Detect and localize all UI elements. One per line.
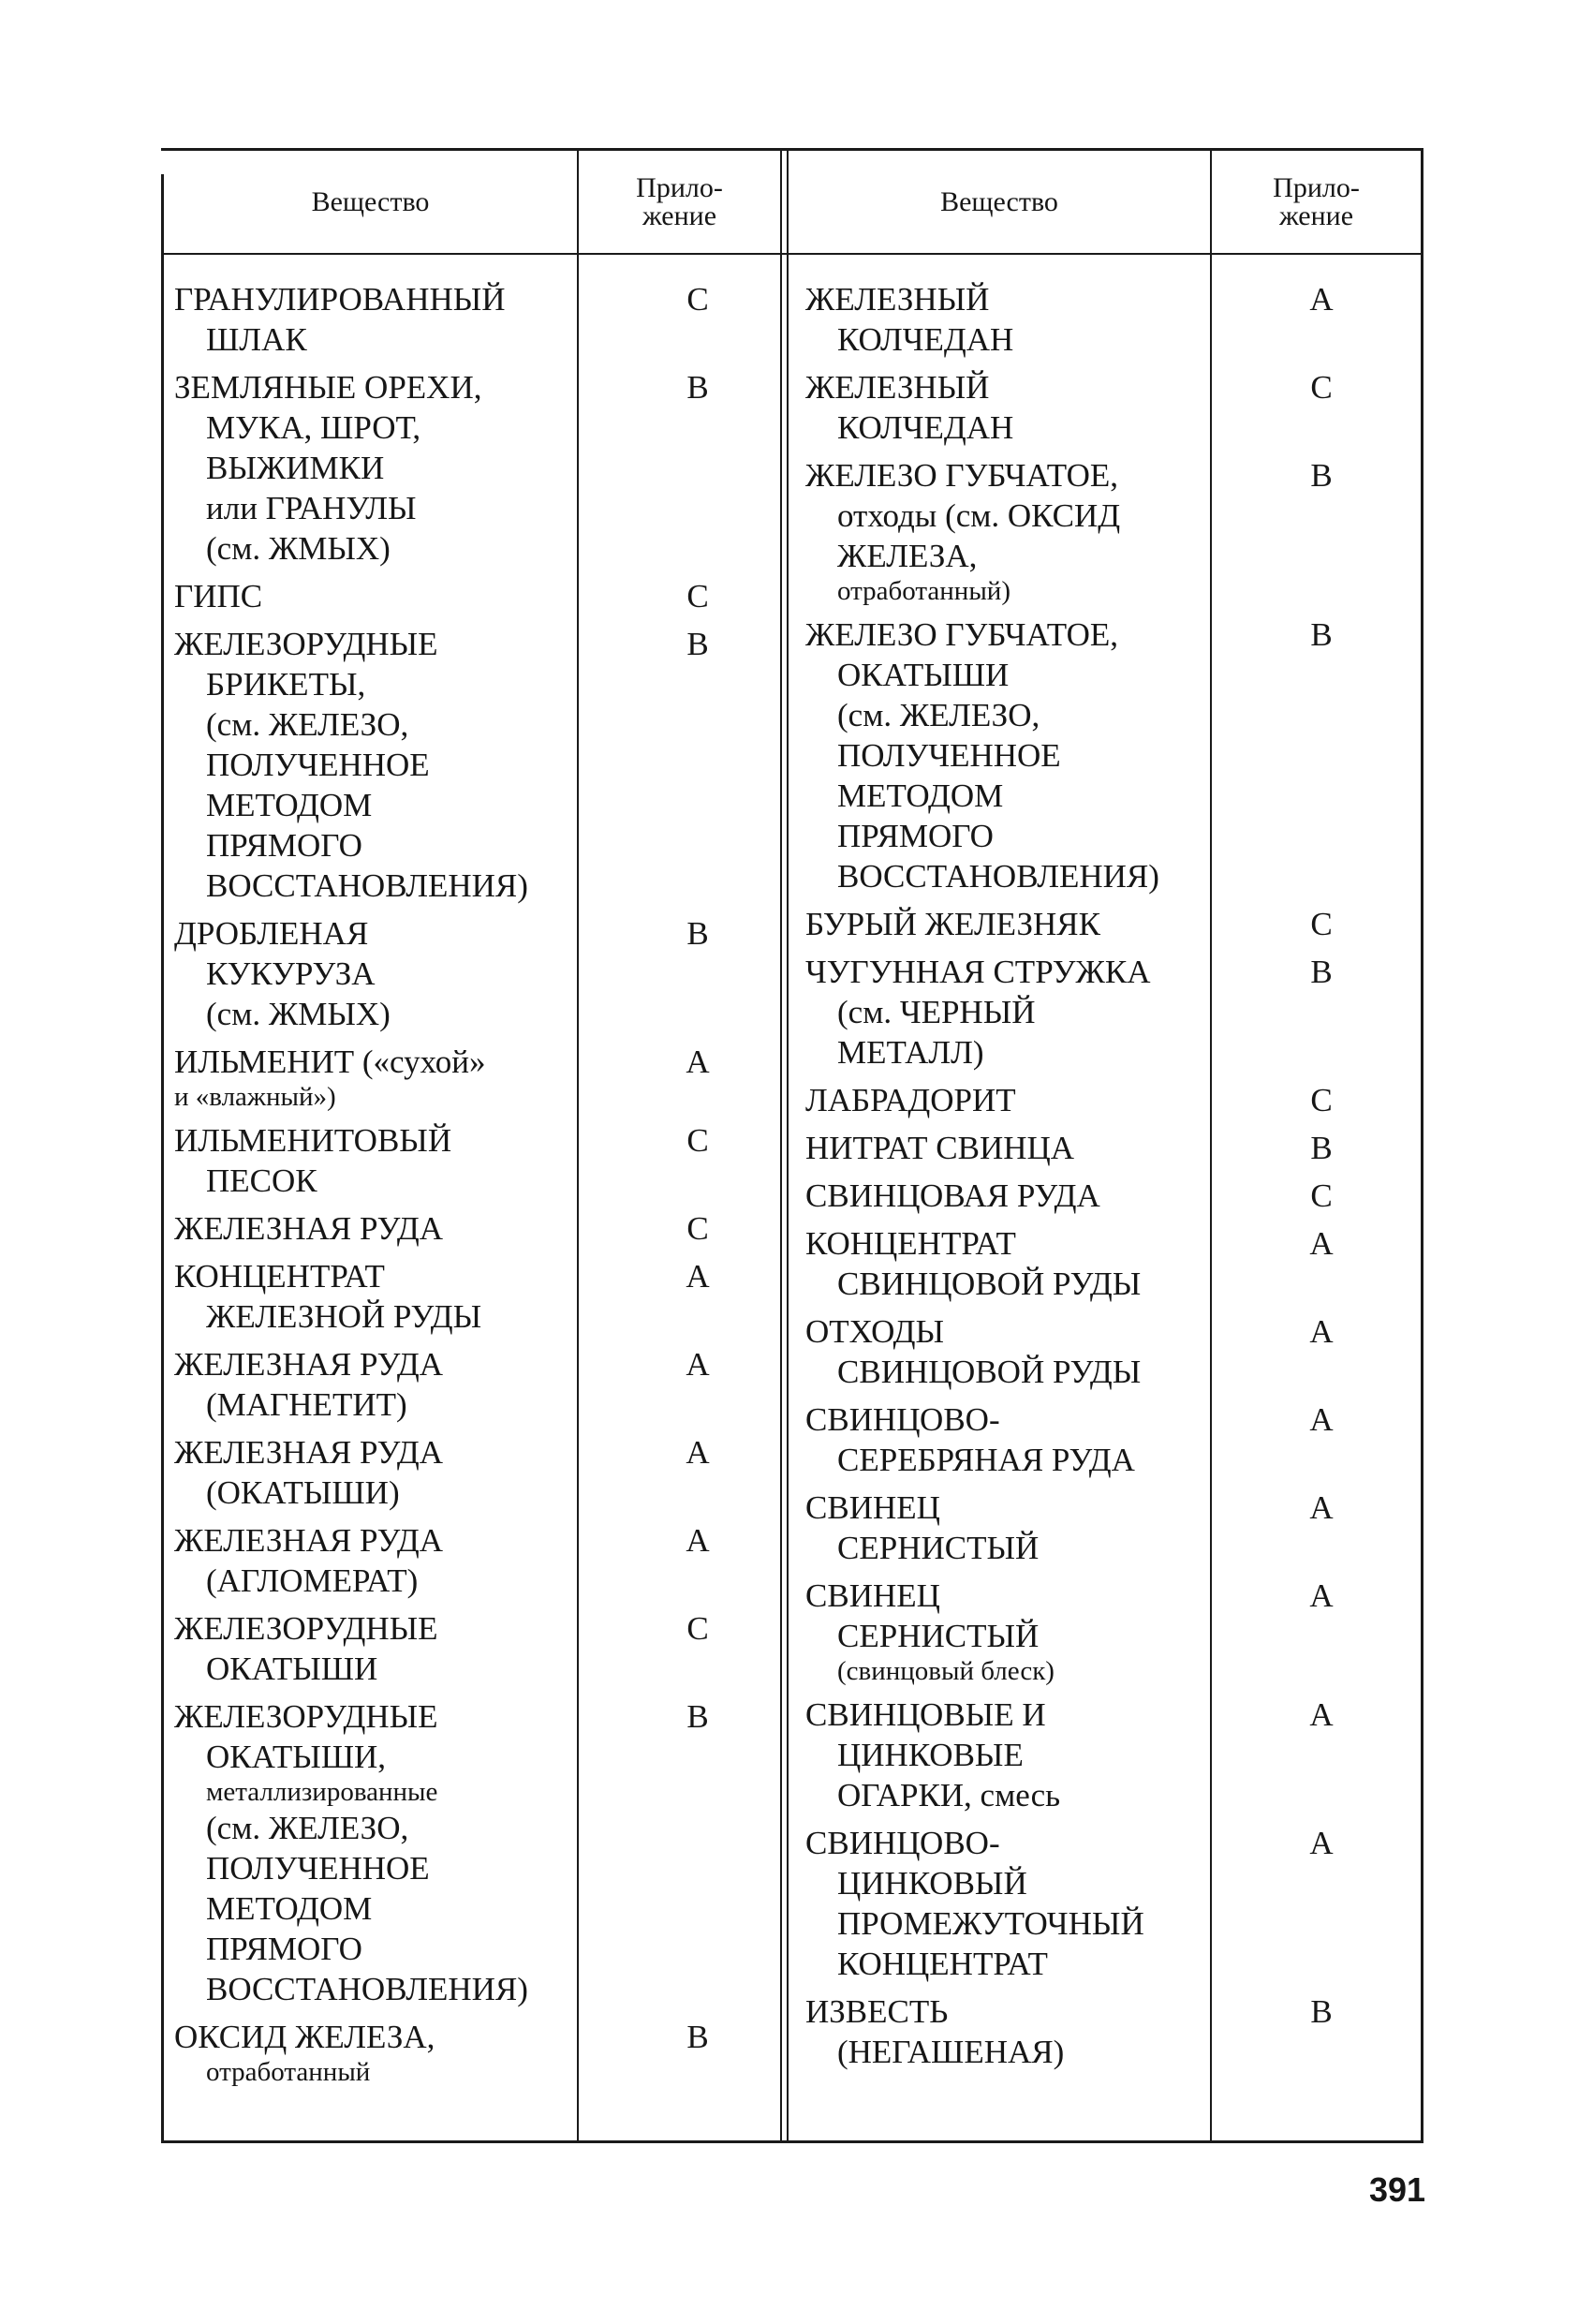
- header-appendix-left: [579, 155, 780, 249]
- substance-name-line: ЖЕЛЕЗНАЯ РУДА: [174, 1522, 443, 1559]
- substance-name-line: СЕРНИСТЫЙ: [837, 1618, 1040, 1654]
- substance-name-line: металлизированные: [206, 1777, 438, 1807]
- substance-name-line: и «влажный»): [174, 1082, 336, 1112]
- substance-name: [174, 2017, 573, 2088]
- table-row: [805, 1823, 1334, 1984]
- table-row: [805, 1576, 1334, 1687]
- appendix-code: А: [1309, 1577, 1334, 1614]
- appendix-code: В: [686, 369, 709, 406]
- substance-name-line: ЦИНКОВЫЙ: [837, 1865, 1027, 1902]
- substance-name-line: ПРЯМОГО: [837, 818, 994, 854]
- table-row: [174, 367, 709, 569]
- substance-name-line: (ОКАТЫШИ): [206, 1474, 400, 1511]
- substance-name-line: ЖЕЛЕЗНОЙ РУДЫ: [206, 1298, 482, 1335]
- substance-name-line: ГИПС: [174, 578, 263, 614]
- substance-name-line: КОЛЧЕДАН: [837, 409, 1014, 446]
- table-border-left: [161, 174, 164, 2143]
- appendix-code: А: [1309, 281, 1334, 318]
- substance-name-line: КОНЦЕНТРАТ: [805, 1225, 1016, 1262]
- substance-name-line: ОКАТЫШИ: [206, 1650, 378, 1687]
- substance-name-line: СЕРЕБРЯНАЯ РУДА: [837, 1442, 1135, 1478]
- substance-name-line: СВИНЦОВОЙ РУДЫ: [837, 1266, 1142, 1302]
- appendix-code: С: [686, 1210, 709, 1247]
- table-row: [174, 1608, 709, 1689]
- appendix-code: С: [686, 1610, 709, 1647]
- substance-name-line: ВОССТАНОВЛЕНИЯ): [206, 867, 528, 904]
- substance-name-line: ЖЕЛЕЗНЫЙ: [805, 281, 990, 318]
- substance-name-line: ЖЕЛЕЗОРУДНЫЕ: [174, 1610, 438, 1647]
- substance-name: [174, 1344, 573, 1425]
- appendix-code: В: [1310, 1993, 1333, 2030]
- substance-name: [805, 367, 1206, 448]
- substance-name-line: (МАГНЕТИТ): [206, 1386, 407, 1423]
- table-row: [174, 1344, 710, 1425]
- table-row: [805, 1399, 1334, 1480]
- table-row: [174, 2017, 709, 2088]
- substance-name-line: (см. ЖМЫХ): [206, 530, 391, 567]
- table-row: [174, 913, 709, 1034]
- substance-name-line: (см. ЖЕЛЕЗО,: [206, 1810, 409, 1846]
- table-row: [805, 1991, 1333, 2072]
- right-substance-list: [805, 279, 1334, 2080]
- table-row: [805, 1488, 1334, 1568]
- table-row: [174, 1696, 709, 2009]
- table-row: [174, 1520, 710, 1601]
- substance-name-line: ЖЕЛЕЗНАЯ РУДА: [174, 1346, 443, 1383]
- header-appendix-right: [1212, 155, 1421, 249]
- substance-name-line: (см. ЖЕЛЕЗО,: [837, 697, 1040, 733]
- substance-name: [805, 1128, 1206, 1168]
- substance-name-line: ДРОБЛЕНАЯ: [174, 915, 369, 952]
- substance-name-line: ПРОМЕЖУТОЧНЫЙ: [837, 1905, 1144, 1942]
- substance-name-line: ЗЕМЛЯНЫЕ ОРЕХИ,: [174, 369, 482, 406]
- substance-name-line: БРИКЕТЫ,: [206, 666, 366, 703]
- substance-name: [805, 1576, 1206, 1687]
- substance-name-line: ИЗВЕСТЬ: [805, 1993, 949, 2030]
- substance-name-line: ОКАТЫШИ: [837, 657, 1010, 693]
- table-row: [174, 279, 709, 360]
- substance-name-line: ВЫЖИМКИ: [206, 450, 385, 486]
- appendix-code: А: [1309, 1489, 1334, 1526]
- appendix-code: В: [1310, 457, 1333, 494]
- header-appendix-line: жение: [642, 200, 717, 231]
- table-border-right: [1421, 148, 1423, 2143]
- substance-name: [805, 1399, 1206, 1480]
- substance-name-line: ЖЕЛЕЗНЫЙ: [805, 369, 990, 406]
- substance-name-line: ПЕСОК: [206, 1162, 317, 1199]
- substance-name-line: (см. ЧЕРНЫЙ: [837, 994, 1036, 1030]
- substance-name-line: ОТХОДЫ: [805, 1313, 945, 1350]
- table-row: [174, 1120, 709, 1201]
- substance-name-line: ЖЕЛЕЗО ГУБЧАТОЕ,: [805, 616, 1119, 653]
- substance-name: [805, 455, 1206, 607]
- appendix-code: В: [1310, 616, 1333, 653]
- substance-name-line: (НЕГАШЕНАЯ): [837, 2034, 1065, 2070]
- table-row: [805, 1695, 1334, 1815]
- substance-name: [174, 1608, 573, 1689]
- table-row: [805, 455, 1333, 607]
- substance-name-line: ОГАРКИ, смесь: [837, 1777, 1061, 1813]
- substance-name-line: СВИНЦОВЫЕ И: [805, 1696, 1046, 1733]
- double-column-divider: [787, 148, 789, 2143]
- table-row: [805, 279, 1334, 360]
- table-row: [174, 1256, 710, 1337]
- substance-name-line: ЖЕЛЕЗО ГУБЧАТОЕ,: [805, 457, 1119, 494]
- table-row: [805, 1080, 1333, 1120]
- substance-name: [805, 1176, 1206, 1216]
- substance-name: [805, 1223, 1206, 1304]
- substance-name-line: СВИНЦОВО-: [805, 1401, 1000, 1438]
- table-row: [805, 1128, 1333, 1168]
- table-row: [174, 1042, 710, 1113]
- appendix-code: С: [1310, 1177, 1333, 1214]
- substance-name-line: МЕТОДОМ: [206, 1890, 373, 1927]
- substance-name-line: (АГЛОМЕРАТ): [206, 1562, 419, 1599]
- appendix-code: А: [1309, 1225, 1334, 1262]
- page-number: 391: [1369, 2170, 1426, 2209]
- substance-name: [805, 952, 1206, 1073]
- header-rule: [164, 253, 1421, 255]
- substance-name-line: СВИНЦОВАЯ РУДА: [805, 1177, 1100, 1214]
- substance-name: [174, 1208, 573, 1249]
- substance-name-line: ОКАТЫШИ,: [206, 1739, 387, 1775]
- column-divider: [577, 148, 579, 2143]
- substance-name-line: КОНЦЕНТРАТ: [174, 1258, 385, 1295]
- substance-name-line: СЕРНИСТЫЙ: [837, 1530, 1040, 1566]
- appendix-code: А: [686, 1434, 710, 1471]
- substance-name-line: отработанный: [206, 2057, 371, 2087]
- appendix-code: В: [686, 626, 709, 662]
- substance-name-line: ЛАБРАДОРИТ: [805, 1082, 1016, 1118]
- substance-name: [174, 1696, 573, 2009]
- appendix-code: А: [686, 1346, 710, 1383]
- substance-name-line: ВОССТАНОВЛЕНИЯ): [837, 858, 1159, 895]
- substance-name: [805, 279, 1206, 360]
- appendix-code: С: [686, 578, 709, 614]
- header-substance-right: Вещество: [940, 186, 1058, 217]
- substance-name-line: КОЛЧЕДАН: [837, 321, 1014, 358]
- substance-name: [174, 367, 573, 569]
- header-substance-left: Вещество: [311, 186, 430, 217]
- substance-name: [174, 1042, 573, 1113]
- substance-table: [161, 148, 1423, 2143]
- substance-name-line: (см. ЖЕЛЕЗО,: [206, 706, 409, 743]
- substance-name-line: МУКА, ШРОТ,: [206, 409, 421, 446]
- substance-name-line: МЕТАЛЛ): [837, 1034, 984, 1071]
- left-substance-list: [174, 279, 710, 2095]
- substance-name-line: ЖЕЛЕЗА,: [837, 538, 978, 574]
- substance-name-line: СВИНЦОВО-: [805, 1825, 1000, 1861]
- substance-name: [805, 1080, 1206, 1120]
- substance-name: [805, 1991, 1206, 2072]
- substance-name: [174, 1520, 573, 1601]
- substance-name-line: ЖЕЛЕЗНАЯ РУДА: [174, 1434, 443, 1471]
- appendix-code: В: [686, 1698, 709, 1735]
- substance-name-line: или ГРАНУЛЫ: [206, 490, 417, 526]
- table-row: [805, 614, 1333, 896]
- header-appendix-line: Прило-: [636, 172, 723, 203]
- substance-name-line: ПОЛУЧЕННОЕ: [206, 747, 430, 783]
- table-row: [805, 904, 1333, 944]
- appendix-code: В: [1310, 1130, 1333, 1166]
- appendix-code: А: [1309, 1696, 1334, 1733]
- substance-name: [174, 913, 573, 1034]
- appendix-code: С: [1310, 906, 1333, 942]
- substance-name-line: СВИНЕЦ: [805, 1577, 940, 1614]
- appendix-code: С: [686, 1122, 709, 1159]
- substance-name-line: ВОССТАНОВЛЕНИЯ): [206, 1971, 528, 2007]
- table-row: [805, 1311, 1334, 1392]
- appendix-code: С: [686, 281, 709, 318]
- substance-name: [174, 1432, 573, 1513]
- substance-name-line: ШЛАК: [206, 321, 307, 358]
- substance-name-line: ПОЛУЧЕННОЕ: [837, 737, 1061, 774]
- substance-name-line: ЧУГУННАЯ СТРУЖКА: [805, 954, 1151, 990]
- table-row: [805, 952, 1333, 1073]
- table-border-top: [161, 148, 1423, 151]
- substance-name-line: ПОЛУЧЕННОЕ: [206, 1850, 430, 1887]
- substance-name-line: МЕТОДОМ: [837, 777, 1004, 814]
- appendix-code: В: [686, 915, 709, 952]
- double-column-divider: [780, 148, 782, 2143]
- substance-name: [174, 624, 573, 906]
- appendix-code: В: [1310, 954, 1333, 990]
- table-row: [174, 1208, 709, 1249]
- substance-name: [174, 279, 573, 360]
- substance-name-line: СВИНЦОВОЙ РУДЫ: [837, 1354, 1142, 1390]
- substance-name-line: КОНЦЕНТРАТ: [837, 1946, 1048, 1982]
- substance-name-line: ПРЯМОГО: [206, 827, 362, 864]
- substance-name-line: НИТРАТ СВИНЦА: [805, 1130, 1075, 1166]
- table-row: [805, 1176, 1333, 1216]
- substance-name-line: ГРАНУЛИРОВАННЫЙ: [174, 281, 506, 318]
- substance-name: [174, 1120, 573, 1201]
- appendix-code: С: [1310, 369, 1333, 406]
- substance-name-line: МЕТОДОМ: [206, 787, 373, 823]
- substance-name: [805, 1823, 1206, 1984]
- substance-name: [174, 1256, 573, 1337]
- appendix-code: А: [1309, 1401, 1334, 1438]
- substance-name: [805, 1311, 1206, 1392]
- appendix-code: С: [1310, 1082, 1333, 1118]
- substance-name-line: ЖЕЛЕЗНАЯ РУДА: [174, 1210, 443, 1247]
- appendix-code: А: [686, 1522, 710, 1559]
- substance-name: [805, 614, 1206, 896]
- substance-name-line: ЦИНКОВЫЕ: [837, 1737, 1024, 1773]
- header-appendix-line: жение: [1278, 200, 1354, 231]
- substance-name: [174, 576, 573, 616]
- table-row: [805, 1223, 1334, 1304]
- substance-name: [805, 1695, 1206, 1815]
- substance-name-line: (см. ЖМЫХ): [206, 996, 391, 1032]
- substance-name: [805, 1488, 1206, 1568]
- substance-name-line: ИЛЬМЕНИТОВЫЙ: [174, 1122, 452, 1159]
- table-row: [174, 576, 709, 616]
- appendix-code: А: [1309, 1825, 1334, 1861]
- substance-name-line: СВИНЕЦ: [805, 1489, 940, 1526]
- substance-name-line: ИЛЬМЕНИТ («сухой»: [174, 1044, 486, 1080]
- substance-name-line: ОКСИД ЖЕЛЕЗА,: [174, 2019, 435, 2055]
- substance-name-line: КУКУРУЗА: [206, 955, 376, 992]
- column-divider: [1210, 148, 1212, 2143]
- table-row: [805, 367, 1333, 448]
- substance-name-line: отработанный): [837, 576, 1010, 606]
- substance-name-line: отходы (см. ОКСИД: [837, 497, 1121, 534]
- table-border-bottom: [161, 2140, 1423, 2143]
- substance-name-line: ПРЯМОГО: [206, 1931, 362, 1967]
- header-appendix-line: Прило-: [1273, 172, 1360, 203]
- substance-name-line: БУРЫЙ ЖЕЛЕЗНЯК: [805, 906, 1100, 942]
- appendix-code: А: [686, 1258, 710, 1295]
- table-row: [174, 624, 709, 906]
- appendix-code: В: [686, 2019, 709, 2055]
- substance-name-line: ЖЕЛЕЗОРУДНЫЕ: [174, 1698, 438, 1735]
- appendix-code: А: [1309, 1313, 1334, 1350]
- substance-name: [805, 904, 1206, 944]
- appendix-code: А: [686, 1044, 710, 1080]
- table-row: [174, 1432, 710, 1513]
- substance-name-line: (свинцовый блеск): [837, 1656, 1055, 1686]
- substance-name-line: ЖЕЛЕЗОРУДНЫЕ: [174, 626, 438, 662]
